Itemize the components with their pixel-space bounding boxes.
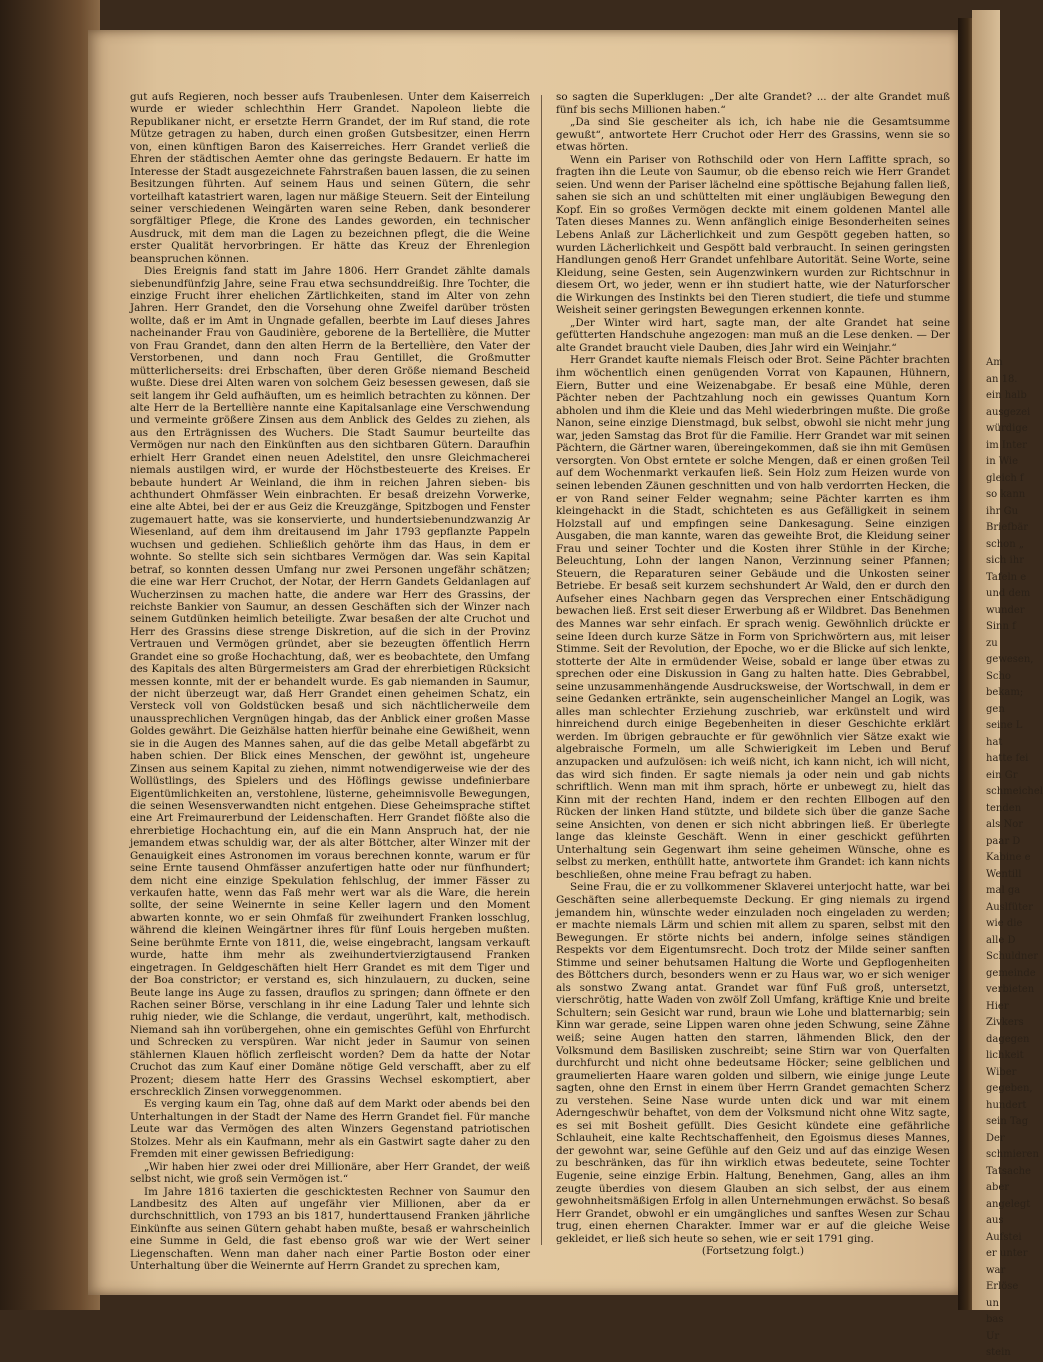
- continuation-notice: (Fortsetzung folgt.): [701, 1245, 805, 1258]
- adjacent-page-fragment: war: [986, 1264, 1006, 1276]
- adjacent-page-fragment: bas: [986, 1314, 1004, 1325]
- adjacent-page-fragment: seine L: [986, 720, 1023, 731]
- adjacent-page-fragment: schon „: [986, 538, 1024, 550]
- adjacent-page-fragment: sich ihr: [986, 555, 1024, 566]
- adjacent-page-fragment: gemeinde: [986, 967, 1036, 979]
- adjacent-page-fragment: so kann: [986, 489, 1026, 500]
- adjacent-page-fragment: schmieren: [986, 1149, 1039, 1160]
- adjacent-page-fragment: un: [986, 1297, 999, 1309]
- adjacent-page-fragment: hatte fei: [986, 753, 1029, 764]
- adjacent-page-fragment: zu: [986, 637, 998, 649]
- paragraph: Dies Ereignis fand statt im Jahre 1806. Herr Grandet zählte damals siebenundfünfzig Jahre, seine Frau etwa sechsunddreißig. Ihre Tochter, die einzige Frucht ihrer ehelichen Zärtlichkeiten, stand im Alter von zehn Jahren. Herr Grandet, den die Vorsehung ohne Zweifel darüber trösten wollte, daß er im Amt in Ungnade gefallen, beerbte im Lauf dieses Jahres nacheinander Frau von Gaudinière, geborene de la Bertellière, die Mutter von Frau Grandet, dann den alten Herrn de la Bertellière, den Vater der Verstorbenen, und dann noch Frau Gentillet, die Großmutter mütterlicherseits: drei Erbschaften, über deren Größe niemand Bescheid wußte. Diese drei Alten waren von solchem Geiz besessen gewesen, daß sie seit langem ihr Geld aufhäuften, um es heimlich betrachten zu können. Der alte Herr de la Bertellière nannte eine Kapitalsanlage eine Verschwendung und vermeinte größere Zinsen aus dem Anblick des Geldes zu ziehen, als aus den Erträgnissen des Wuchers. Die Stadt Saumur beurteilte das Vermögen nur nach den Einkünften aus den sichtbaren Gütern. Daraufhin erhielt Herr Grandet einen neuen Adelstitel, den unsre Gleichmacherei niemals austilgen wird, er wurde der Höchstbesteuerte des Kreises. Er bebaute hundert Ar Weinland, die ihm in reichen Jahren sieben- bis achthundert Ohmfässer Wein einbrachten. Er besaß dreizehn Vorwerke, eine alte Abtei, bei der er aus Geiz die Kreuzgänge, Spitzbogen und Fenster zugemauert hatte, was sie konservierte, und hundertsiebenundzwanzig Ar Wiesenland, auf dem ihm dreitausend im Jahr 1793 gepflanzte Pappeln wuchsen und gediehen. Schließlich gehörte ihm das Haus, in dem er wohnte. So stellte sich sein sichtbares Vermögen dar. Was sein Kapital betraf, so konnten dessen Umfang nur zwei Personen ungefähr schätzen; die eine war Herr Cruchot, der Notar, der Herrn Gandets Geldanlagen auf Wucherzinsen zu machen hatte, die andere war Herr des Grassins, der reichste Bankier von Saumur, an dessen Geschäften sich der Winzer nach seinem Gutdünken heimlich beteiligte. Zwar besaßen der alte Cruchot und Herr des Grassins diese strenge Diskretion, auf die sich in der Provinz Vertrauen und Vermögen gründet, aber sie bezeugten öffentlich Herrn Grandet eine so große Hochachtung, daß, wer es beobachtete, den Umfang des Kapitals des alten Bürgermeisters am Grad der ehrerbietigen Rücksicht messen konnte, mit der er behandelt wurde. Es gab niemanden in Saumur, der nicht überzeugt war, daß Herr Grandet einen geheimen Schatz, ein Versteck voll von Goldstücken besaß und sich nächtlicherweile dem unaussprechlichen Vergnügen hingab, das der Anblick einer großen Masse Goldes gewährt. Die Geizhälse hatten hierfür beinahe eine Gewißheit, wenn sie in die Augen des Mannes sahen, auf die das gelbe Metall abgefärbt zu haben schien. Der Blick eines Menschen, der gewöhnt ist, ungeheure Zinsen aus seinem Kapital zu ziehen, nimmt notwendigerweise wie der des Wollüstlings, des Spielers und des Höflings gewisse undefinierbare Eigentümlichkeiten an, verstohlene, lüsterne, geheimnisvolle Bewegungen, die seinen Wesensverwandten nicht entgehen. Diese Geheimsprache stiftet eine Art Freimaurerbund der Leidenschaften. Herr Grandet flößte also die ehrerbietige Hochachtung ein, auf die ein Mann Anspruch hat, der nie jemandem etwas schuldig war, der als alter Böttcher, alter Winzer mit der Genauigkeit eines Astronomen im voraus berechnen konnte, warum er für seine Ernte tausend Ohmfässer anzufertigen hatte oder nur fünfhundert; dem nicht eine einzige Spekulation fehlschlug, der immer Fässer zu verkaufen hatte, wenn das Faß mehr wert war als die Ware, die herein sollte, der seine Weinernte in seine Keller lagern und den Moment abwarten konnte, wo er sein Ohmfaß für zweihundert Franken losschlug, während die kleinen Weingärtner ihres für fünf Louis hergeben mußten. Seine berühmte Ernte von 1811, die, weise eingebracht, langsam verkauft wurde, hatte ihm mehr als zweihundertvierzigtausend Franken eingetragen. In Geldgeschäften hielt Herr Grandet es mit dem Tiger und der Boa constrictor; er verstand es, sich hinzulauern, zu ducken, seine Beute lange ins Auge zu fassen, drauflos zu springen; dann öffnete er den Rachen seiner Börse, verschlang in ihr eine Ladung Taler und lehnte sich ruhig nieder, wie die Schlange, die verdaut, ungerührt, kalt, methodisch. Niemand sah ihn vorübergehen, ohne ein gemischtes Gefühl von Ehrfurcht und Schrecken zu verspüren. War nicht jeder in Saumur von seinen stählernen Klauen höflich zerfleischt worden? Dem da hatte der Notar Cruchot das zum Kauf einer Domäne nötige Geld verschafft, aber zu elf Prozent; diesem hatte Herr des Grassins Wechsel eskomptiert, aber erschrecklich Zinsen vorweggenommen.: [130, 265, 530, 1098]
- adjacent-page-fragment: dagegen: [986, 1033, 1030, 1045]
- adjacent-page-fragment: hundert: [986, 1099, 1027, 1111]
- adjacent-page-fragment: gewesen,: [986, 654, 1034, 665]
- paragraph: so sagten die Superklugen: „Der alte Grandet? ... der alte Grandet muß fünf bis sechs Millionen haben.“: [556, 91, 950, 116]
- adjacent-page-fragment: stein: [986, 1347, 1011, 1358]
- adjacent-page-fragments: [972, 10, 1043, 1362]
- adjacent-page-fragment: Der: [986, 1132, 1005, 1144]
- adjacent-page-fragment: alle D: [986, 934, 1016, 946]
- adjacent-page-fragment: gegeben,: [986, 1083, 1033, 1094]
- paragraph: „Wir haben hier zwei oder drei Millionäre, aber Herr Grandet, der weiß selbst nicht, wie groß sein Vermögen ist.“: [130, 1160, 530, 1186]
- adjacent-page-fragment: Wiber: [986, 1066, 1017, 1078]
- adjacent-page-fragment: Aufstei: [986, 1231, 1022, 1243]
- adjacent-page-edge: [972, 10, 1043, 1358]
- adjacent-page-fragment: würdige: [986, 423, 1028, 434]
- adjacent-page-fragment: Auslfüter: [986, 901, 1033, 913]
- adjacent-page-fragment: schmeichel: [986, 786, 1043, 797]
- text-column-right: [556, 91, 950, 1258]
- adjacent-page-fragment: Hier: [986, 1000, 1009, 1012]
- paragraph: Im Jahre 1816 taxierten die geschicktesten Rechner von Saumur den Landbesitz des Alten auf ungefähr vier Millionen, aber da er durchschnittlich, von 1793 an bis 1817, hunderttausend Franken jährliche Einkünfte aus seinen Gütern gehabt haben mußte, besaß er wahrscheinlich eine Summe in Geld, die fast ebenso groß war wie der Wert seiner Liegenschaften. Wenn man daher nach einer Partie Boston oder einer Unterhaltung über die Weinernte auf Herrn Grandet zu sprechen kam,: [130, 1185, 530, 1273]
- adjacent-page-fragment: paar D: [986, 835, 1021, 847]
- text-column-left: [130, 91, 530, 1273]
- adjacent-page-fragment: Briefbär: [986, 522, 1029, 533]
- adjacent-page-fragment: tenden: [986, 802, 1022, 814]
- adjacent-page-fragment: mal ga: [986, 885, 1021, 896]
- adjacent-page-fragment: als Nor: [986, 819, 1024, 830]
- adjacent-page-fragment: im Inter: [986, 439, 1027, 451]
- adjacent-page-fragment: Tafeln e: [986, 571, 1027, 583]
- adjacent-page-fragment: Ur: [986, 1330, 1000, 1342]
- adjacent-page-fragment: ein Gr: [986, 769, 1018, 781]
- paragraph: Wenn ein Pariser von Rothschild oder von Hern Laffitte sprach, so fragten ihn die Leute von Saumur, ob die ebenso reich wie Herr Grandet seien. Und wenn der Pariser lächelnd eine spöttische Bejahung fallen ließ, sahen sie sich an und schüttelten mit einer ungläubigen Bewegung den Kopf. Ein so großes Vermögen deckte mit einem goldenen Mantel alle Taten dieses Mannes zu. Wenn anfänglich einige Besonderheiten seines Lebens Anlaß zur Lächerlichkeit und zum Gespött gegeben hatten, so wurden Lächerlichkeit und Gespött bald verbraucht. In seinen geringsten Handlungen genoß Herr Grandet unfehlbare Autorität. Seine Worte, seine Kleidung, seine Gesten, sein Augenzwinkern wurden zur Richtschnur in diesem Ort, wo jeder, wenn er ihn studiert hatte, wie der Naturforscher die Wirkungen des Instinkts bei den Tieren studiert, die tiefe und stumme Weisheit seiner geringsten Bewegungen erkennen konnte.: [556, 153, 950, 317]
- adjacent-page-fragment: Zivkers: [986, 1017, 1024, 1028]
- paragraph: Herr Grandet kaufte niemals Fleisch oder Brot. Seine Pächter brachten ihm wöchentlich einen genügenden Vorrat von Kapaunen, Hühnern, Eiern, Butter und eine Weizenabgabe. Er besaß eine Mühle, deren Pächter neben der Pachtzahlung noch ein gewisses Quantum Korn abholen und ihm die Kleie und das Mehl wiederbringen mußte. Die große Nanon, seine einzige Dienstmagd, buk selbst, obwohl sie nicht mehr jung war, jeden Samstag das Brot für die Familie. Herr Grandet war mit seinen Pächtern, die Gärtner waren, übereingekommen, daß sie ihn mit Gemüsen versorgten. Von Obst erntete er solche Mengen, daß er einen großen Teil auf dem Wochenmarkt verkaufen ließ. Sein Holz zum Heizen wurde von seinen lebenden Zäunen geschnitten und von halb verdorrten Hecken, die er von Rand seiner Felder wegnahm; seine Pächter karrten es ihm kleingehackt in die Stadt, schichteten es aus Gefälligkeit in seinem Holzstall auf und empfingen seine Dankesagung. Seine einzigen Ausgaben, die man kannte, waren das geweihte Brot, die Kleidung seiner Frau und seiner Tochter und die Kosten ihrer Stühle in der Kirche; Beleuchtung, Lohn der langen Nanon, Verzinnung seiner Pfannen; Steuern, die Reparaturen seiner Gebäude und die Unkosten seiner Betriebe. Er besaß seit kurzem sechshundert Ar Wald, den er durch den Aufseher eines Nachbarn gegen das Versprechen einer Entschädigung bewachen ließ. Erst seit dieser Erwerbung aß er Wildbret. Das Benehmen des Mannes war sehr einfach. Er sprach wenig. Gewöhnlich drückte er seine Ideen durch kurze Sätze in Form von Sprichwörtern aus, mit leiser Stimme. Seit der Revolution, der Epoche, wo er die Blicke auf sich lenkte, stotterte der Alte in ermüdender Weise, sobald er lange über etwas zu sprechen oder eine Diskussion in Gang zu halten hatte. Dies Gebrabbel, seine unzusammenhängende Ausdrucksweise, der Wortschwall, in dem er seine Gedanken ertränkte, sein augenscheinlicher Mangel an Logik, was alles man schlechter Erziehung zuschrieb, war erkünstelt und wird hinreichend durch einige Begebenheiten in dieser Geschichte erklärt werden. Im übrigen gebrauchte er für gewöhnlich vier Sätze exakt wie algebraische Formeln, um alle Schwierigkeit im Leben und Beruf anzupacken und aufzulösen: ich weiß nicht, ich kann nicht, ich will nicht, das wird sich finden. Er sagte niemals ja oder nein und gab nichts schriftlich. Wenn man mit ihm sprach, hörte er unbewegt zu, hielt das Kinn mit der rechten Hand, indem er den rechten Ellbogen auf den Rücken der linken Hand stützte, und bildete sich über die ganze Sache seine Ansichten, von denen er sich nicht abbringen ließ. Er überlegte lange das kleinste Geschäft. Wenn in einer geschickt geführten Unterhaltung sein Gegenwart ihm seine geheimen Wünsche, ohne es selbst zu merken, enthüllt hatte, antwortete ihm Grandet: ich kann nichts beschließen, ohne meine Frau befragt zu haben.: [556, 354, 950, 881]
- adjacent-page-fragment: Erlöse: [986, 1281, 1019, 1292]
- book-binding: [0, 0, 100, 1310]
- column-divider: [541, 95, 542, 1245]
- adjacent-page-fragment: Scho: [986, 670, 1011, 682]
- paragraph: Seine Frau, die er zu vollkommener Sklaverei unterjocht hatte, war bei Geschäften seine allerbequemste Deckung. Er ging niemals zu irgend jemandem hin, wünschte weder einzuladen noch eingeladen zu werden; er machte niemals Lärm und schien mit allem zu sparen, selbst mit den Bewegungen. Er störte nichts bei andern, infolge seines ständigen Respekts vor dem Eigentumsrecht. Doch trotz der Milde seiner sanften Stimme und seiner behutsamen Haltung die Worte und Gepflogenheiten des Böttchers durch, besonders wenn er zu Haus war, wo er sich weniger als sonstwo Zwang antat. Grandet war fünf Fuß groß, untersetzt, vierschrötig, hatte Waden von zwölf Zoll Umfang, kräftige Knie und breite Schultern; sein Gesicht war rund, braun wie Lohe und blatternarbig; sein Kinn war gerade, seine Lippen waren ohne jeden Schwung, seine Zähne weiß; seine Augen hatten den starren, lähmenden Blick, den der Volksmund dem Basilisken zuschreibt; seine Stirn war von Querfalten durchfurcht und nicht ohne bedeutsame Höcker; seine gelblichen und graumelierten Haare waren golden und silbern, wie einige junge Leute sagten, ohne den Ernst in einem über Herrn Grandet gemachten Scherz zu verstehen. Seine Nase wurde unten dick und war mit einem Aderngeschwür behaftet, von dem der Volksmund nicht ohne Witz sagte, es sei mit Bosheit gefüllt. Dies Gesicht kündete eine gefährliche Schlauheit, eine kalte Rechtschaffenheit, den Egoismus dieses Mannes, der gewohnt war, seine Gefühle auf den Geiz und auf das einzige Wesen zu beschränken, das für ihn wirklich etwas bedeutete, seine Tochter Eugenie, seine einzige Erbin. Haltung, Benehmen, Gang, alles an ihm zeugte überdies von diesem Glauben an sich selbst, der aus einem gewohnheitsmäßigen Erfolg in allen Unternehmungen erwächst. So besaß Herr Grandet, obwohl er ein umgängliches und sanftes Wesen zur Schau trug, einen ehernen Charakter. Immer war er auf die gleiche Weise gekleidet, er ließ sich heute so sehen, wie er seit 1791 ging.: [556, 881, 950, 1245]
- adjacent-page-fragment: ausgezei: [986, 406, 1031, 418]
- adjacent-page-fragment: er unter: [986, 1248, 1028, 1259]
- paragraph: „Der Winter wird hart, sagte man, der alte Grandet hat seine gefütterten Handschuhe angezogen: man muß an die Lese denken. — Der alte Grandet braucht viele Dauben, dies Jahr wird ein Weinjahr.“: [556, 316, 950, 354]
- adjacent-page-fragment: Schuldner: [986, 951, 1039, 962]
- adjacent-page-fragment: hat: [986, 736, 1003, 748]
- adjacent-page-fragment: bekam;: [986, 687, 1024, 698]
- adjacent-page-fragment: und dem: [986, 588, 1031, 599]
- adjacent-page-fragment: ein halb: [986, 390, 1027, 401]
- adjacent-page-fragment: in Wie: [986, 456, 1019, 467]
- adjacent-page-fragment: wunder: [986, 604, 1025, 616]
- adjacent-page-fragment: aus: [986, 1215, 1004, 1226]
- adjacent-page-fragment: angelegt: [986, 1198, 1031, 1210]
- paragraph: „Da sind Sie gescheiter als ich, ich habe nie die Gesamtsumme gewußt“, antwortete Herr Cruchot oder Herr des Grassins, wenn sie so etwas hörten.: [556, 116, 950, 154]
- adjacent-page-fragment: Tatsache: [986, 1165, 1031, 1177]
- paragraph: Es verging kaum ein Tag, ohne daß auf dem Markt oder abends bei den Unterhaltungen in der Stadt der Name des Herrn Grandet fiel. Für manche Leute war das Vermögen des alten Winzers Gegenstand patriotischen Stolzes. Mehr als ein Kaufmann, mehr als ein Gastwirt sagte daher zu den Fremden mit einer gewissen Befriedigung:: [130, 1098, 530, 1161]
- adjacent-page-fragment: verbieten: [986, 984, 1035, 995]
- adjacent-page-fragment: lichkeit: [986, 1050, 1024, 1061]
- adjacent-page-fragment: Sinn f: [986, 621, 1016, 632]
- adjacent-page-fragment: aber: [986, 1182, 1010, 1193]
- adjacent-page-fragment: gleich f: [986, 472, 1024, 484]
- adjacent-page-fragment: Wentill: [986, 868, 1022, 880]
- adjacent-page-fragment: sein Tag: [986, 1116, 1029, 1127]
- adjacent-page-fragment: an 18.: [986, 373, 1018, 385]
- paragraph: gut aufs Regieren, noch besser aufs Traubenlesen. Unter dem Kaiserreich wurde er wieder schlechthin Herr Grandet. Napoleon liebte die Republikaner nicht, er ersetzte Herrn Grandet, der im Ruf stand, die rote Mütze getragen zu haben, durch einen großen Gutsbesitzer, einen Herrn von, einen künftigen Baron des Kaiserreiches. Herr Grandet verließ die Ehren der städtischen Aemter ohne das geringste Bedauern. Er hatte im Interesse der Stadt ausgezeichnete Fahrstraßen bauen lassen, die zu seinen Besitzungen führten. Auf seinem Haus und seinen Gütern, die sehr vorteilhaft katastriert waren, lagen nur mäßige Steuern. Seit der Einteilung seiner verschiedenen Weingärten waren seine Reben, dank besonderer sorgfältiger Pflege, die Krone des Landes geworden, ein technischer Ausdruck, mit dem man die Lagen zu bezeichnen pflegt, die die Weine erster Qualität hervorbringen. Er hätte das Kreuz der Ehrenlegion beanspruchen können.: [130, 91, 530, 265]
- adjacent-page-fragment: Am: [986, 357, 1003, 368]
- adjacent-page-fragment: wie die: [986, 918, 1023, 929]
- adjacent-page-fragment: Kabine e: [986, 852, 1031, 863]
- adjacent-page-fragment: ihr Gu: [986, 505, 1019, 517]
- adjacent-page-fragment: gen: [986, 703, 1005, 715]
